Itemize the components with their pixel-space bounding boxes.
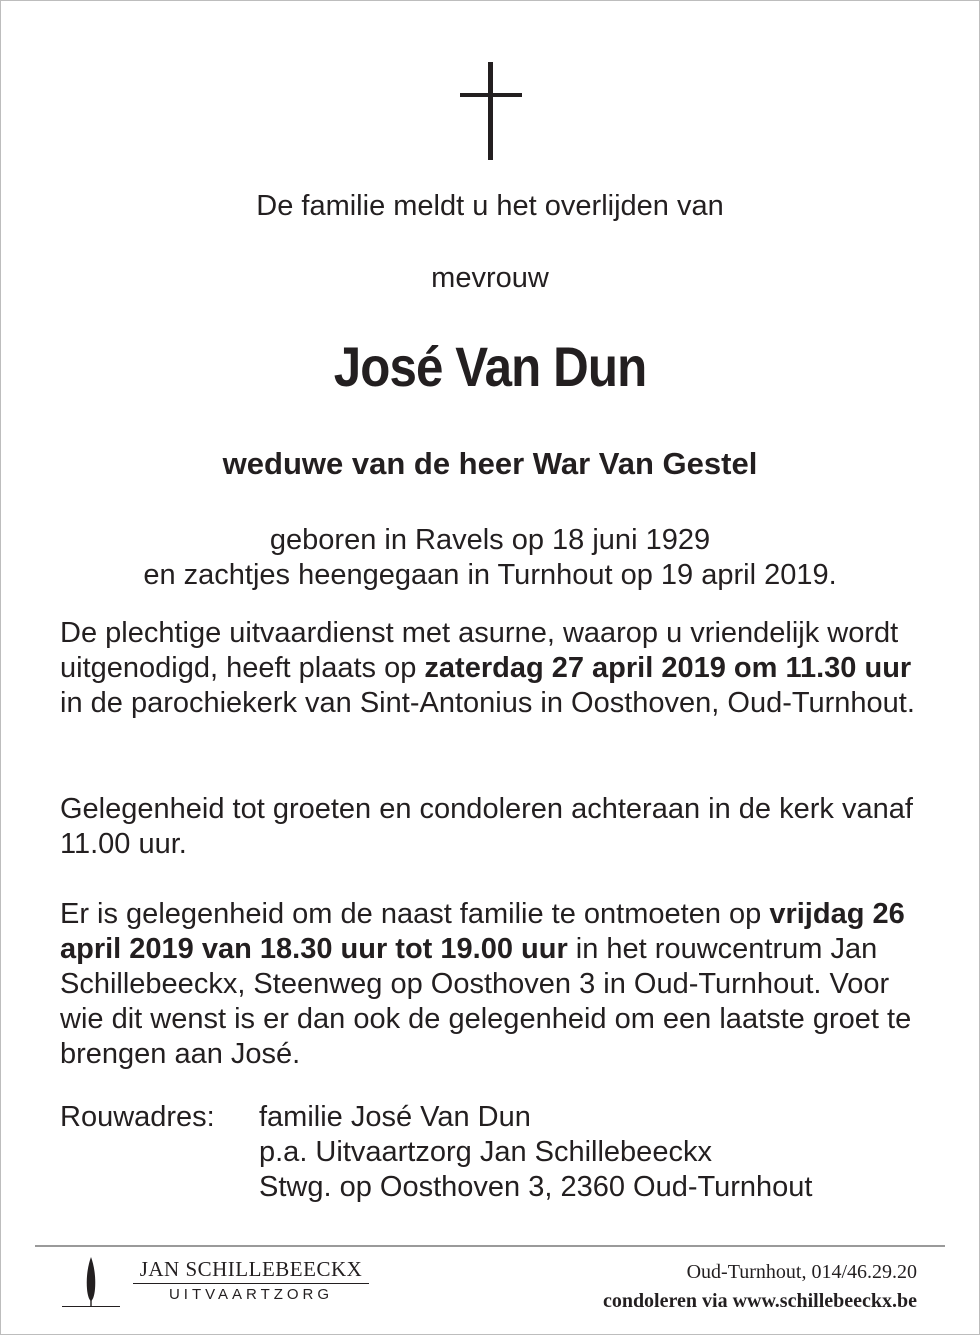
widow-of: weduwe van de heer War Van Gestel <box>222 446 758 481</box>
funeral-text-1: De plechtige uitvaardienst met asurne, waarop u vriendelijk wordt uitgenodigd, heeft plaats op <box>60 617 899 684</box>
address-line-2: p.a. Uitvaartzorg Jan Schillebeeckx <box>259 1136 712 1168</box>
condolence-paragraph: Gelegenheid tot groeten en condoleren achteraan in de kerk vanaf 11.00 uur. <box>60 793 913 860</box>
address-lines <box>259 1100 959 1205</box>
condolence-website[interactable]: condoleren via www.schillebeeckx.be <box>602 1290 917 1312</box>
footer-contact <box>603 1258 917 1316</box>
footer-divider <box>35 1245 945 1247</box>
funeral-home-name: JAN SCHILLEBEECKX <box>133 1257 369 1284</box>
intro-text: De familie meldt u het overlijden van <box>256 190 724 222</box>
address-line-1: familie José Van Dun <box>259 1101 531 1133</box>
visitation-text-2: in het rouwcentrum Jan Schillebeeckx, Steenweg op Oosthoven 3 in Oud-Turnhout. Voor wie dit wenst is er dan ook de gelegenheid om een laatste groet te brengen aan José. <box>60 933 912 1070</box>
cypress-tree-icon <box>62 1255 120 1309</box>
deceased-name: José Van Dun <box>333 335 647 398</box>
funeral-home-subtitle: UITVAARTZORG <box>168 1286 334 1303</box>
death-line: en zachtjes heengegaan in Turnhout op 19 april 2019. <box>143 559 837 591</box>
funeral-paragraph <box>60 616 940 721</box>
funeral-text-2: in de parochiekerk van Sint-Antonius in Oosthoven, Oud-Turnhout. <box>60 687 915 719</box>
cross-icon <box>460 62 522 160</box>
visitation-date-time: vrijdag 26 april 2019 van 18.30 uur tot 19.00 uur <box>60 898 905 965</box>
life-dates <box>0 523 980 593</box>
visitation-text-1: Er is gelegenheid om de naast familie te ontmoeten op <box>60 898 770 930</box>
birth-line: geboren in Ravels op 18 juni 1929 <box>269 524 711 556</box>
address-label: Rouwadres: <box>60 1101 215 1133</box>
honorific: mevrouw <box>431 262 549 294</box>
address-line-3: Stwg. op Oosthoven 3, 2360 Oud-Turnhout <box>259 1171 813 1203</box>
funeral-date-time: zaterdag 27 april 2019 om 11.30 uur <box>424 652 912 684</box>
location-phone: Oud-Turnhout, 014/46.29.20 <box>686 1261 917 1283</box>
visitation-paragraph <box>60 897 940 1072</box>
